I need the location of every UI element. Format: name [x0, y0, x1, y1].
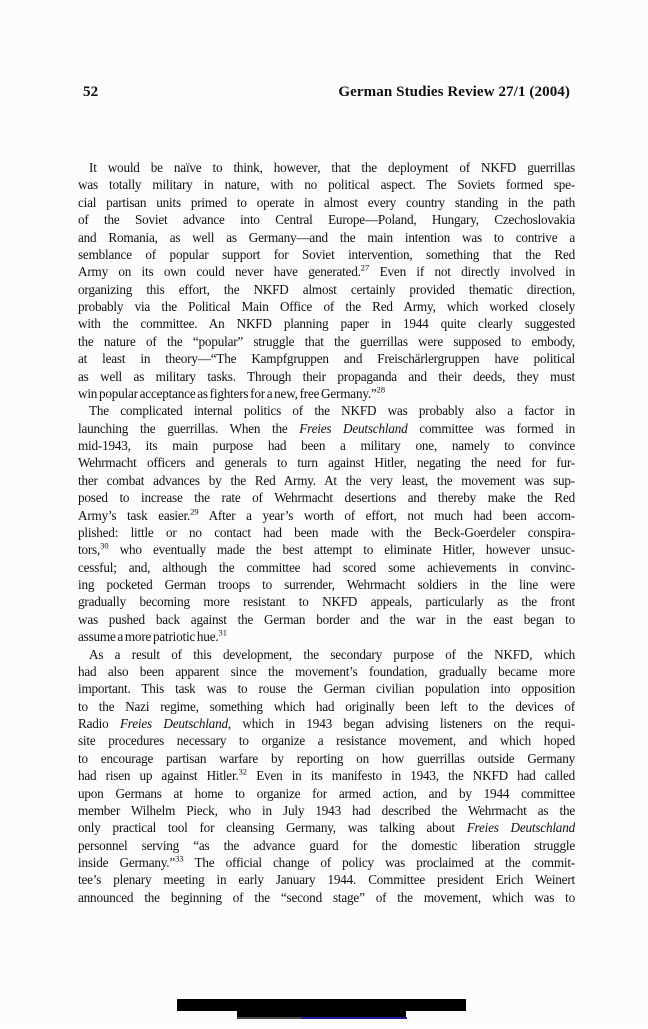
paragraph: [78, 646, 575, 907]
paragraph: [78, 159, 575, 402]
text-line: cessful; and, although the committee had scored some achievements in convinc-: [78, 559, 575, 575]
text-line: It would be naïve to think, however, that the deployment of NKFD guerrillas: [89, 160, 575, 175]
text-line: Radio Freies Deutschland, which in 1943 began advising listeners on the requi-: [78, 716, 575, 731]
text-line: win popular acceptance as fighters for a new, free Germany.”$^{28}$: [78, 384, 386, 401]
italic-text: Freies Deutschland: [466, 820, 575, 836]
text-line: tors,$^{30}$ who eventually made the best attempt to eliminate Hitler, however unsuc-: [78, 541, 575, 558]
text-line: posed to increase the rate of Wehrmacht desertions and thereby make the Red: [78, 490, 575, 506]
text-line: plished: little or no contact had been made with the Beck-Goerdeler conspira-: [78, 524, 575, 540]
text-line: as well as military tasks. Through their propaganda and their deeds, they must: [78, 368, 575, 384]
text-line: was totally military in nature, with no political aspect. The Soviets formed spe-: [78, 177, 575, 193]
text-line: organizing this effort, the NKFD almost certainly provided thematic direction,: [78, 281, 575, 297]
text-line: gradually becoming more resistant to NKFD appeals, particularly as the front: [78, 594, 575, 610]
footnote-reference: 28: [376, 384, 386, 395]
text-line: only practical tool for cleansing Germany, was talking about Freies Deutschland: [78, 820, 575, 836]
text-line: Wehrmacht officers and generals to turn against Hitler, negating the need for fur-: [78, 455, 575, 471]
text-line: important. This task was to rouse the German civilian population into opposition: [78, 681, 575, 697]
text-line: Army on its own could never have generated.$^{27}$ Even if not directly involved in: [78, 263, 575, 280]
text-line: had also been apparent since the movement’s foundation, gradually became more: [78, 663, 575, 679]
text-line: at least in theory—“The Kampfgruppen and Freischärlergruppen have political: [78, 351, 575, 367]
redaction-underline-blue: [302, 1017, 407, 1019]
journal-title: German Studies Review 27/1 (2004): [338, 84, 570, 100]
text-line: The complicated internal politics of the NKFD was probably also a factor in: [89, 403, 575, 419]
text-line: upon Germans at home to organize for armed action, and by 1944 committee: [78, 785, 575, 801]
italic-text: Freies Deutschland: [299, 420, 408, 436]
text-line: site procedures necessary to organize a resistance movement, and which hoped: [78, 733, 575, 749]
footnote-reference: 31: [218, 628, 227, 638]
text-line: As a result of this development, the secondary purpose of the NKFD, which: [89, 646, 575, 662]
text-line: had risen up against Hitler.$^{32}$ Even in its manifesto in 1943, the NKFD had called: [78, 767, 575, 784]
footnote-reference: 27: [360, 263, 370, 273]
text-line: to encourage partisan warfare by reporting on how guerrillas outside Germany: [78, 750, 575, 766]
text-line: probably via the Political Main Office of the Red Army, which worked closely: [78, 299, 575, 314]
text-line: assume a more patriotic hue.$^{31}$: [78, 628, 227, 645]
text-line: inside Germany.”$^{33}$ The official change of policy was proclaimed at the commit-: [78, 854, 575, 870]
body-text: [78, 159, 575, 906]
page-number: 52: [83, 84, 99, 100]
text-line: Army’s task easier.$^{29}$ After a year’s worth of effort, not much had been accom-: [78, 506, 575, 523]
text-line: to the Nazi regime, something which had originally been left to the devices of: [78, 698, 575, 714]
text-line: ing pocketed German troops to surrender, Wehrmacht soldiers in the line were: [78, 577, 575, 592]
text-line: semblance of popular support for Soviet intervention, something that the Red: [78, 246, 575, 262]
redaction-bar-top: [177, 999, 466, 1011]
text-line: personnel serving “as the advance guard for the domestic liberation struggle: [78, 837, 575, 853]
text-line: the nature of the “popular” struggle that the guerrillas were supposed to embody,: [78, 333, 575, 349]
footnote-reference: 32: [238, 767, 248, 777]
text-line: ther combat advances by the Red Army. At the very least, the movement was sup-: [78, 472, 575, 488]
text-line: was pushed back against the German border and the war in the east began to: [78, 611, 575, 627]
text-line: member Wilhelm Pieck, who in July 1943 had described the Wehrmacht as the: [78, 802, 575, 818]
text-line: tee’s plenary meeting in early January 1944. Committee president Erich Weinert: [78, 872, 575, 888]
text-line: launching the guerrillas. When the Freies Deutschland committee was formed in: [78, 420, 575, 436]
footnote-reference: 33: [175, 854, 184, 864]
footnote-reference: 29: [190, 506, 199, 517]
italic-text: Freies Deutschland: [119, 716, 228, 731]
page-header: [78, 84, 570, 101]
text-line: mid-1943, its main purpose had been a military one, namely to convince: [78, 438, 575, 453]
text-line: cial partisan units primed to operate in almost every country standing in the path: [78, 194, 575, 210]
text-line: with the committee. An NKFD planning paper in 1944 quite clearly suggested: [78, 316, 575, 332]
text-line: and Romania, as well as Germany—and the main intention was to contrive a: [78, 229, 575, 245]
text-line: announced the beginning of the “second stage” of the movement, which was to: [78, 889, 575, 905]
redaction-underline-gray: [237, 1017, 302, 1019]
paragraph: [78, 402, 575, 645]
footnote-reference: 30: [100, 541, 109, 551]
text-line: of the Soviet advance into Central Europe—Poland, Hungary, Czechoslovakia: [78, 212, 575, 228]
